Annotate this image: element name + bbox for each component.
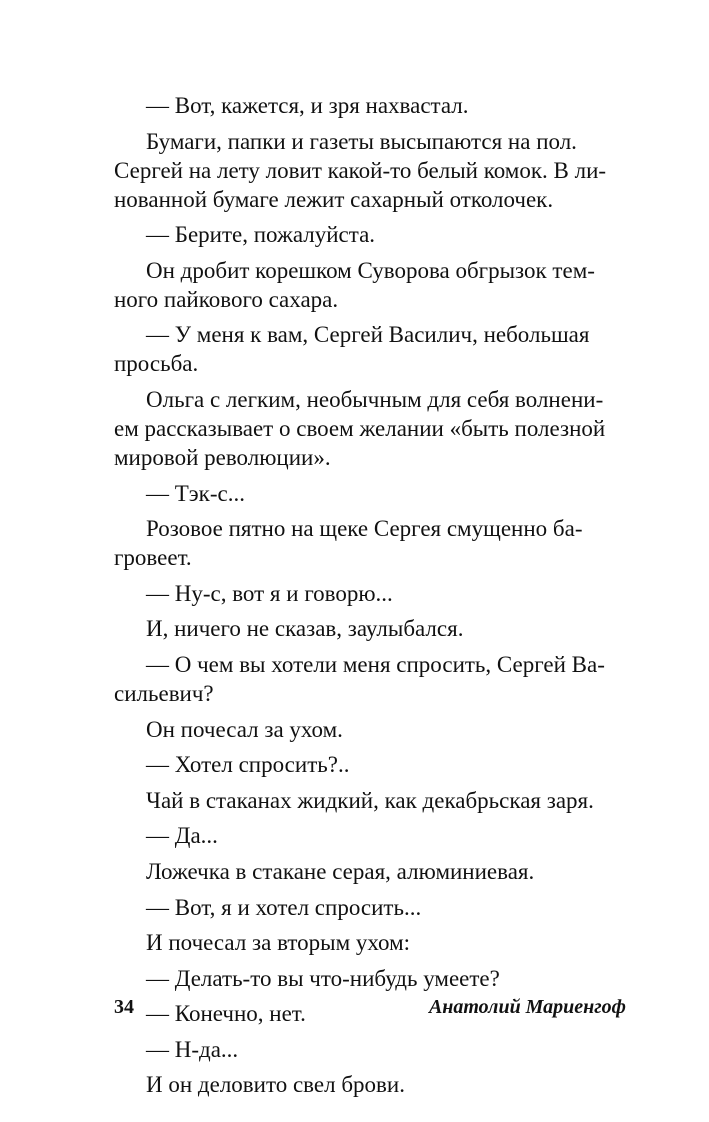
paragraph: — Да... xyxy=(146,823,218,849)
paragraph: — Ну-с, вот я и говорю... xyxy=(146,580,393,606)
paragraph: Он дробит корешком Суворова обгрызок тем- ного пайкового сахара. xyxy=(114,257,595,312)
paragraph: — Вот, кажется, и зря нахвастал. xyxy=(146,93,469,118)
page-footer xyxy=(114,992,626,1022)
paragraph: — Делать-то вы что-нибудь умеете? xyxy=(146,965,500,991)
paragraph: Бумаги, папки и газеты высыпаются на пол. Сергей на лету ловит какой-то белый комок. В ли- нованной бумаге лежит сахарный отколочек. xyxy=(114,128,607,212)
page-body xyxy=(114,91,626,1106)
paragraph: И он деловито свел брови. xyxy=(146,1072,405,1098)
paragraph: — Тэк-с... xyxy=(146,480,245,506)
paragraph: И, ничего не сказав, заулыбался. xyxy=(146,616,464,642)
paragraph: Ложечка в стакане серая, алюминиевая. xyxy=(146,858,535,884)
paragraph: — Хотел спросить?.. xyxy=(146,752,350,778)
running-footer-author: Анатолий Мариенгоф xyxy=(428,996,626,1018)
paragraph: Чай в стаканах жидкий, как декабрьская заря. xyxy=(146,787,594,813)
paragraph: — Конечно, нет. xyxy=(146,1001,306,1027)
paragraph: И почесал за вторым ухом: xyxy=(146,930,411,956)
page-number: 34 xyxy=(114,996,134,1018)
paragraph: Розовое пятно на щеке Сергея смущенно ба- гровеет. xyxy=(114,516,583,571)
paragraph: — Вот, я и хотел спросить... xyxy=(146,894,422,920)
paragraph: — Н-да... xyxy=(146,1036,239,1062)
paragraph: — У меня к вам, Сергей Василич, небольшая просьба. xyxy=(114,322,590,377)
paragraph: — Берите, пожалуйста. xyxy=(146,222,376,248)
paragraph: Ольга с легким, необычным для себя волнени- ем рассказывает о своем желании «быть полезной мировой революции». xyxy=(114,386,606,470)
paragraph: Он почесал за ухом. xyxy=(146,716,343,742)
paragraph: — О чем вы хотели меня спросить, Сергей Ва- сильевич? xyxy=(114,651,605,706)
